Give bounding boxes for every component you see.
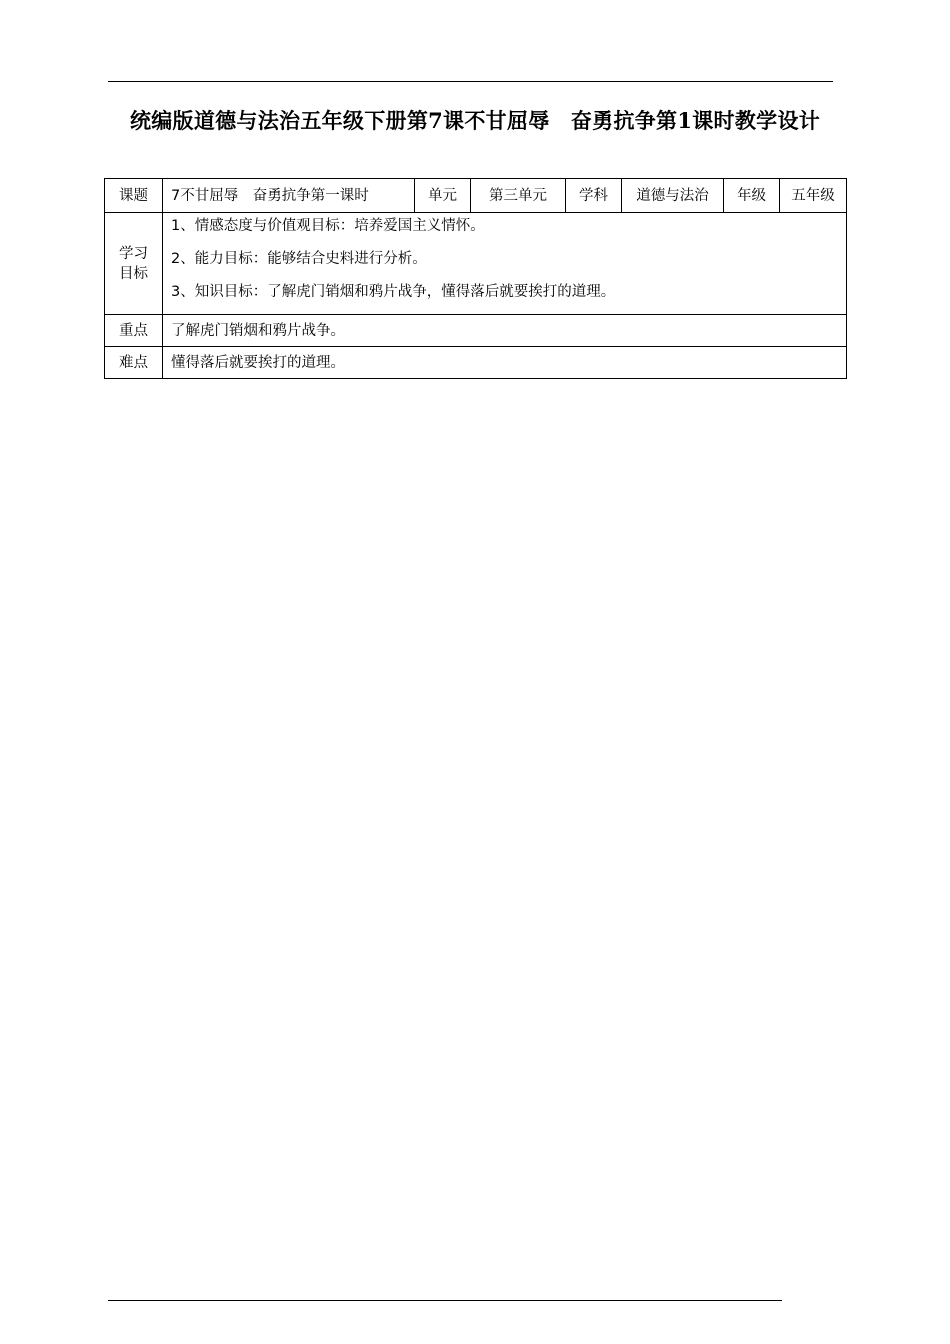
difficulty-value: 懂得落后就要挨打的道理。 — [163, 347, 847, 379]
goals-label — [105, 213, 163, 315]
subject-label: 学科 — [566, 179, 622, 213]
key-point-value: 了解虎门销烟和鸦片战争。 — [163, 315, 847, 347]
header-rule — [108, 81, 833, 82]
table-row-topic — [105, 179, 847, 213]
grade-value: 五年级 — [780, 179, 847, 213]
unit-value: 第三单元 — [471, 179, 566, 213]
goal-item: 1、情感态度与价值观目标：培养爱国主义情怀。 — [171, 218, 485, 234]
lesson-plan-table — [104, 178, 847, 379]
table-row-difficulty — [105, 347, 847, 379]
document-title: 统编版道德与法治五年级下册第7课不甘屈辱 奋勇抗争第1课时教学设计 — [129, 108, 821, 133]
goals-cell — [163, 213, 847, 315]
footer-rule — [108, 1300, 782, 1301]
table-row-key-point — [105, 315, 847, 347]
goal-item: 2、能力目标：能够结合史料进行分析。 — [171, 251, 427, 267]
grade-label: 年级 — [724, 179, 780, 213]
topic-label: 课题 — [105, 179, 163, 213]
unit-label: 单元 — [415, 179, 471, 213]
topic-value: 7不甘屈辱 奋勇抗争第一课时 — [163, 179, 415, 213]
goals-label-line1: 学习 — [119, 245, 148, 262]
goals-label-line2: 目标 — [119, 265, 148, 282]
subject-value: 道德与法治 — [622, 179, 724, 213]
difficulty-label: 难点 — [105, 347, 163, 379]
table-row-goals — [105, 213, 847, 315]
key-point-label: 重点 — [105, 315, 163, 347]
goal-item: 3、知识目标：了解虎门销烟和鸦片战争，懂得落后就要挨打的道理。 — [171, 284, 616, 300]
